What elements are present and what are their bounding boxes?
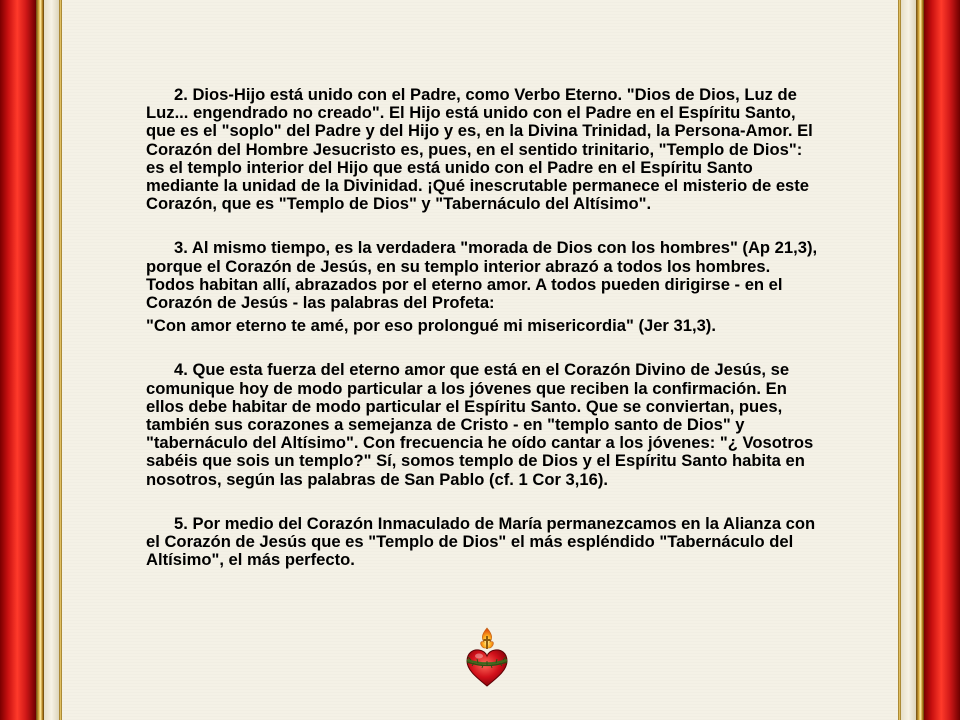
paragraph-5: 5. Por medio del Corazón Inmaculado de María permanezcamos en la Alianza con el Corazón de Jesús que es "Templo de Dios" el más espléndido "Tabernáculo del Altísimo", el más perfecto. xyxy=(146,513,816,570)
paragraph-3-quote: "Con amor eterno te amé, por eso prolongué mi misericordia" (Jer 31,3). xyxy=(146,316,716,336)
right-gold-band xyxy=(916,0,924,720)
right-red-band xyxy=(924,0,960,720)
paragraph-3 xyxy=(146,239,818,335)
right-pale-band xyxy=(901,0,916,720)
right-decorative-border xyxy=(898,0,960,720)
paragraph-2: 2. Dios-Hijo está unido con el Padre, como Verbo Eterno. "Dios de Dios, Luz de Luz... engendrado no creado". El Hijo está unido con el Padre en el Espíritu Santo, que es el "soplo" del Padre y del Hijo y es, en la Divina Trinidad, la Persona-Amor. El Corazón del Hombre Jesucristo es, pues, en el sentido trinitario, "Templo de Dios": es el templo interior del Hijo que está unido con el Padre en el Espíritu Santo mediante la unidad de la Divinidad. ¡Qué inescrutable permanece el misterio de este Corazón, que es "Templo de Dios" y "Tabernáculo del Altísimo". xyxy=(146,85,813,214)
left-red-band xyxy=(0,0,36,720)
paragraph-4: 4. Que esta fuerza del eterno amor que está en el Corazón Divino de Jesús, se comunique hoy de modo particular a los jóvenes que reciben la confirmación. En ellos debe habitar de modo particular el Espíritu Santo. Que se conviertan, pues, también sus corazones a semejanza de Cristo - en "templo santo de Dios" y "tabernáculo del Altísimo". Con frecuencia he oído cantar a los jóvenes: "¿ Vosotros sabéis que sois un templo?" Sí, somos templo de Dios y el Espíritu Santo habita en nosotros, según las palabras de San Pablo (cf. 1 Cor 3,16). xyxy=(146,360,814,489)
document-body xyxy=(146,86,818,569)
sacred-heart-icon xyxy=(462,626,512,688)
left-decorative-border xyxy=(0,0,62,720)
left-gold-band xyxy=(36,0,44,720)
paragraph-3-text: 3. Al mismo tiempo, es la verdadera "morada de Dios con los hombres" (Ap 21,3), porque el Corazón de Jesús, en su templo interior abrazó a todos los hombres. Todos habitan allí, abrazados por el eterno amor. A todos pueden dirigirse - en el Corazón de Jesús - las palabras del Profeta: xyxy=(146,238,818,313)
left-pale-band xyxy=(44,0,59,720)
